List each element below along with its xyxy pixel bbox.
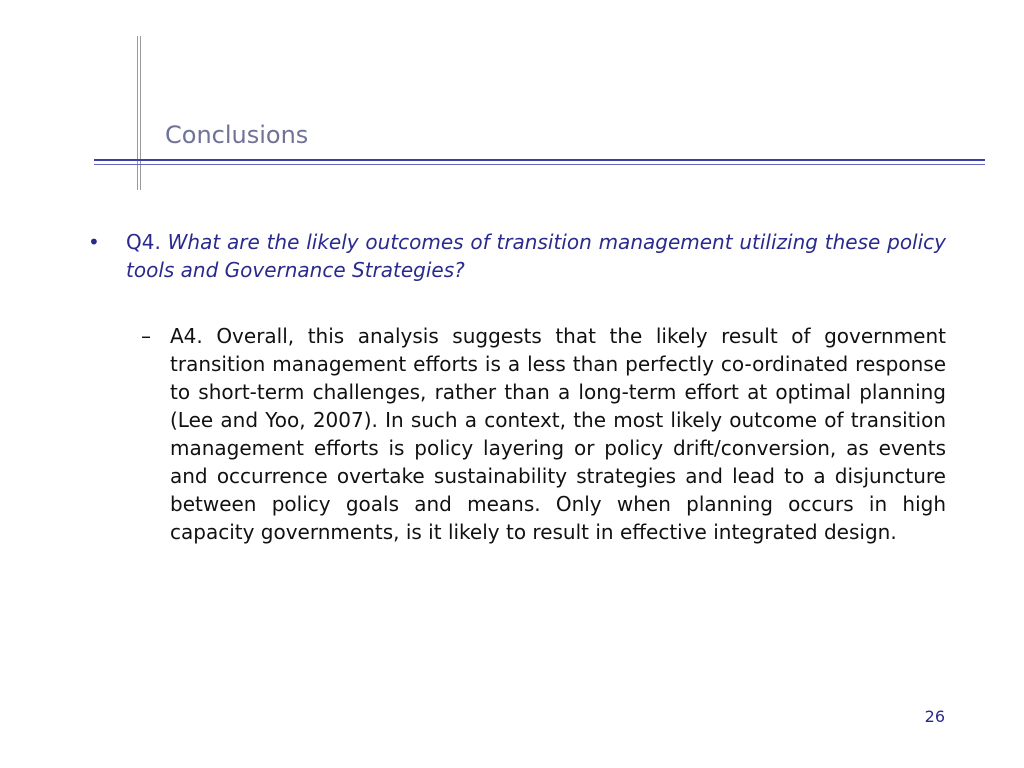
question-text-block bbox=[126, 228, 946, 284]
vertical-divider-line-inner bbox=[140, 36, 141, 190]
title-rule bbox=[94, 159, 985, 161]
answer-text: A4. Overall, this analysis suggests that the likely result of government transition management efforts is a less than perfectly co-ordinated response to short-term challenges, rather than a long-term effort at optimal planning (Lee and Yoo, 2007). In such a context, the most likely outcome of transition management efforts is policy layering or policy drift/conversion, as events and occurrence overtake sustainability strategies and lead to a disjuncture between policy goals and means. Only when planning occurs in high capacity governments, is it likely to result in effective integrated design. bbox=[170, 324, 946, 544]
page-number: 26 bbox=[924, 707, 945, 726]
answer-sub-bullet-item bbox=[141, 322, 946, 546]
bullet-icon: • bbox=[88, 230, 100, 254]
question-text: What are the likely outcomes of transition management utilizing these policy tools and Governance Strategies? bbox=[126, 230, 947, 282]
dash-bullet-icon: – bbox=[141, 324, 151, 348]
vertical-divider-line bbox=[137, 36, 138, 190]
question-bullet-item bbox=[88, 228, 946, 284]
slide-title: Conclusions bbox=[165, 121, 309, 149]
question-label: Q4. bbox=[126, 230, 168, 254]
title-rule-secondary bbox=[94, 164, 985, 165]
